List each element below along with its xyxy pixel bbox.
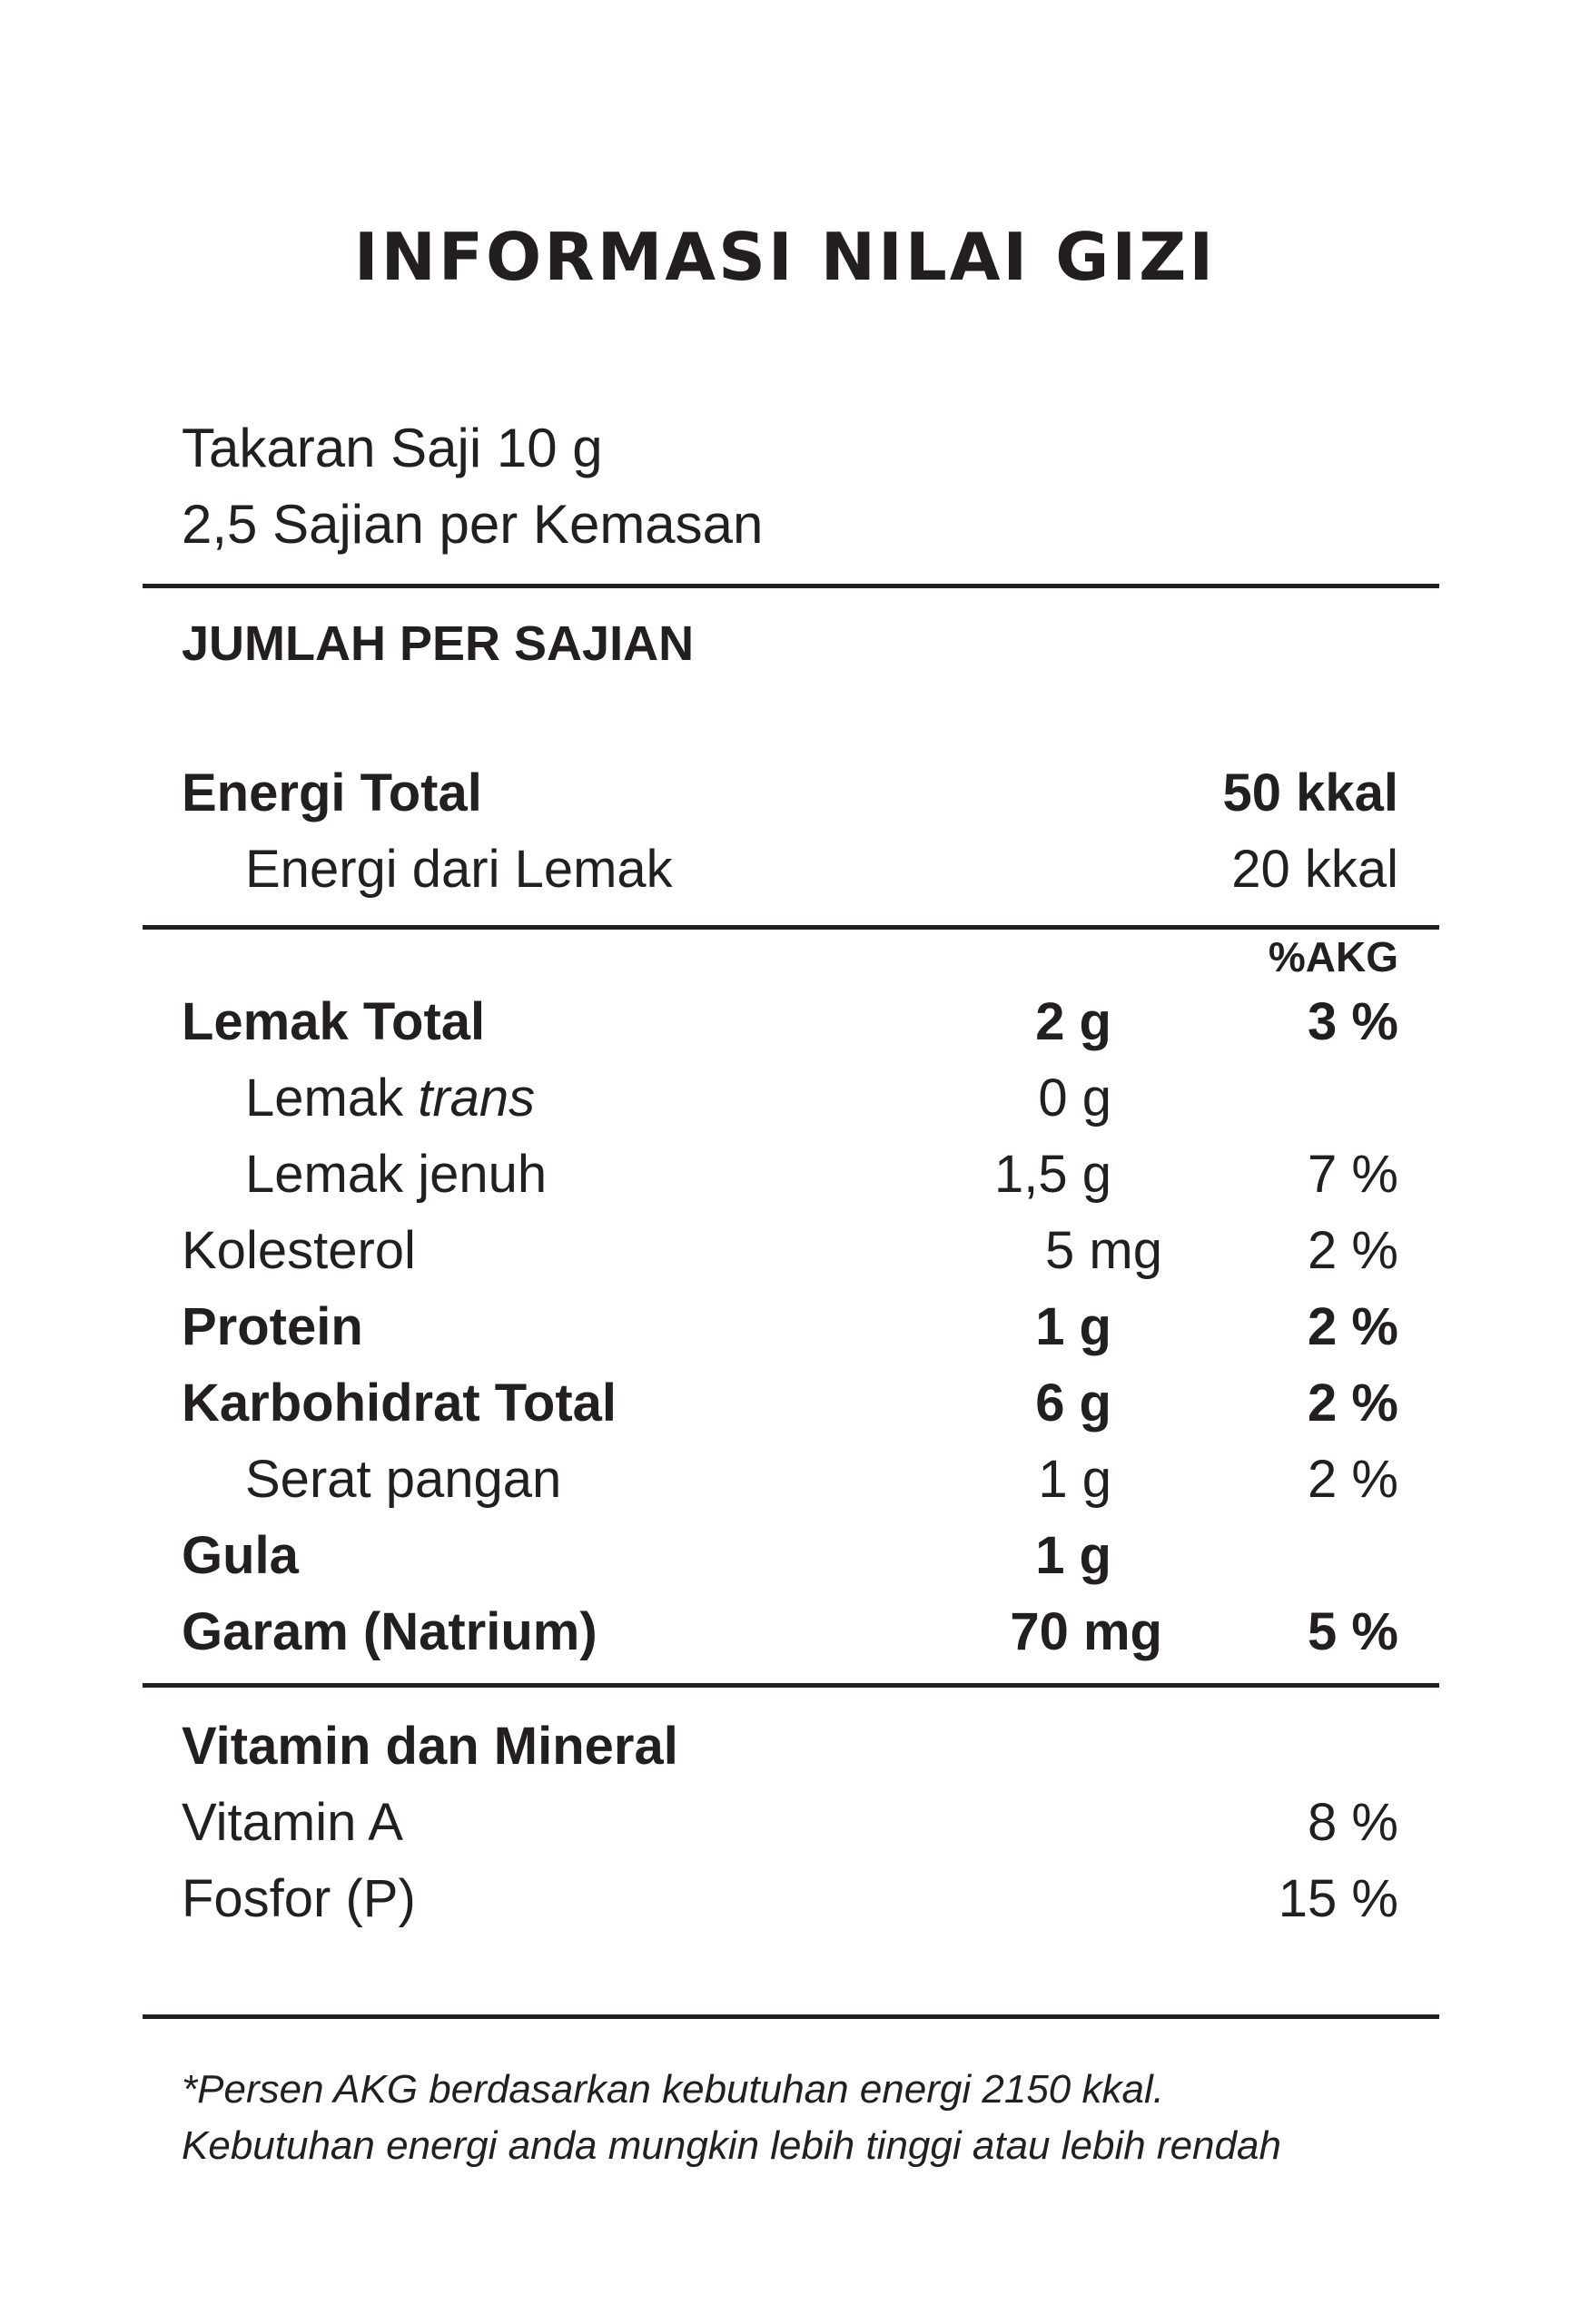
nutrient-label: Protein [182,1297,363,1356]
nutrient-label: Kolesterol [182,1221,416,1280]
amount-per-serving-heading: JUMLAH PER SAJIAN [182,616,695,671]
vitamin-label: Fosfor (P) [182,1869,416,1928]
energy-fat-row [182,837,1398,902]
divider [143,1683,1439,1688]
energy-total-row [182,761,1398,826]
nutrient-label: Lemak jenuh [245,1145,548,1204]
nutrient-akg: 2 % [1308,1297,1398,1356]
nutrient-row [182,1066,1398,1131]
divider [143,2014,1439,2019]
footnote-line-1: *Persen AKG berdasarkan kebutuhan energi 2150 kkal. [182,2067,1164,2112]
nutrient-label: Garam (Natrium) [182,1602,597,1661]
nutrient-amount: 1 g [1035,1526,1111,1585]
nutrient-row [182,1600,1398,1665]
nutrient-amount: 70 mg [1010,1602,1162,1661]
nutrient-row [182,1142,1398,1207]
energy-fat-label: Energi dari Lemak [245,840,673,899]
nutrient-akg: 2 % [1308,1374,1398,1433]
page-title: INFORMASI NILAI GIZI [353,219,1217,295]
nutrient-row [182,1295,1398,1360]
nutrient-label: Lemak Total [182,992,486,1051]
nutrient-label: Gula [182,1526,299,1585]
nutrient-amount: 1,5 g [994,1145,1111,1204]
nutrient-akg: 2 % [1308,1450,1398,1509]
vitamins-heading-row [182,1714,1398,1779]
vitamin-akg: 15 % [1278,1869,1398,1928]
nutrient-row [182,990,1398,1055]
energy-fat-value: 20 kkal [1231,840,1398,899]
nutrient-amount: 6 g [1035,1374,1111,1433]
vitamin-label: Vitamin A [182,1793,403,1852]
nutrient-label: Lemak trans [245,1068,536,1128]
nutrient-row [182,1447,1398,1512]
footnote-line-2: Kebutuhan energi anda mungkin lebih tinggi atau lebih rendah [182,2123,1281,2168]
nutrient-row [182,1523,1398,1589]
nutrient-label: Serat pangan [245,1450,562,1509]
vitamins-heading: Vitamin dan Mineral [182,1717,678,1776]
nutrient-amount: 0 g [1038,1068,1111,1128]
nutrient-amount: 2 g [1035,992,1111,1051]
nutrient-row [182,1371,1398,1436]
nutrient-akg: 7 % [1308,1145,1398,1204]
nutrient-akg: 3 % [1308,992,1398,1051]
servings-per-package: 2,5 Sajian per Kemasan [182,494,764,555]
nutrient-row [182,1218,1398,1284]
akg-column-header: %AKG [1268,933,1398,980]
vitamin-akg: 8 % [1308,1793,1398,1852]
vitamin-row [182,1790,1398,1856]
divider [143,925,1439,930]
nutrient-amount: 5 mg [1045,1221,1162,1280]
nutrient-amount: 1 g [1038,1450,1111,1509]
serving-size: Takaran Saji 10 g [182,418,603,478]
divider [143,584,1439,588]
nutrient-akg: 5 % [1308,1602,1398,1661]
nutrient-label: Karbohidrat Total [182,1374,617,1433]
energy-total-value: 50 kkal [1222,763,1398,822]
nutrient-akg: 2 % [1308,1221,1398,1280]
vitamin-row [182,1866,1398,1932]
energy-total-label: Energi Total [182,763,482,822]
nutrient-amount: 1 g [1035,1297,1111,1356]
